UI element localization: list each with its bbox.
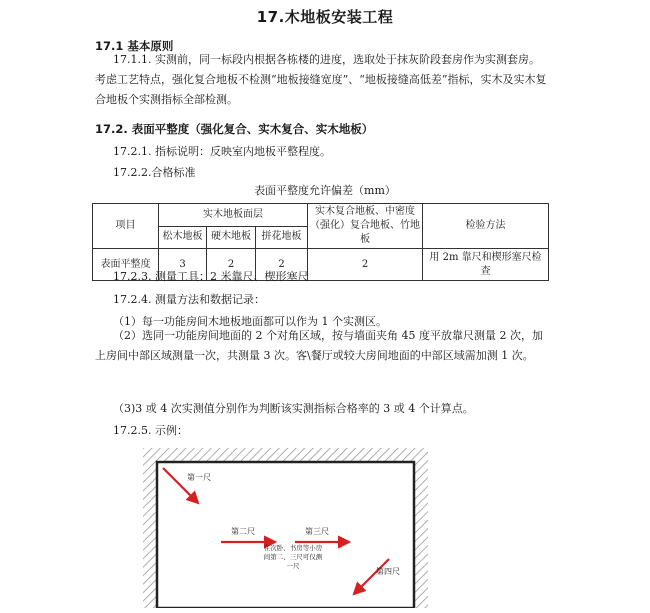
cell-parquet: 2 — [256, 249, 308, 281]
paragraph-17-1-1: 17.1.1. 实测前，同一标段内根据各栋楼的进度，选取处于抹灰阶段套房作为实测套房。考虑工艺特点，强化复合地板不检测“地板接缝宽度”、“地板接缝高低差”指标，实木及实木复合地板个实测指标全部检测。 — [95, 53, 547, 106]
item-17-2-5: 17.2.5. 示例： — [113, 424, 188, 437]
ruler-label-4: 第四尺 — [376, 567, 400, 576]
item-17-2-4: 17.2.4. 测量方法和数据记录： — [113, 293, 265, 306]
row-label: 表面平整度 — [93, 249, 159, 281]
room-plan-svg — [143, 448, 428, 608]
cell-method: 用 2m 靠尺和楔形塞尺检查 — [423, 249, 549, 281]
ruler-label-3: 第三尺 — [305, 527, 329, 536]
room-floor — [157, 462, 414, 608]
item-17-2-1: 17.2.1. 指标说明：反映室内地板平整程度。 — [113, 145, 331, 158]
section-heading-17-2: 17.2. 表面平整度（强化复合、实木复合、实木地板） — [95, 122, 374, 136]
step-2: （2）选同一功能房间地面的 2 个对角区域，按与墙面夹角 45 度平放靠尺测量 2 次，加上房间中部区域测量一次，共测量 3 次。客\餐厅或较大房间地面的中部区域需加测 1 次。 — [95, 329, 543, 362]
section-heading-17-1: 17.1 基本原则 — [95, 39, 174, 53]
cell-hardwood: 2 — [207, 249, 256, 281]
cell-composite: 2 — [308, 249, 423, 281]
subheader-pine: 松木地板 — [159, 226, 207, 249]
header-method: 检验方法 — [423, 204, 549, 249]
header-solid-wood-group: 实木地板面层 — [159, 204, 308, 227]
header-item: 项目 — [93, 204, 159, 249]
step-1: （1）每一功能房间木地板地面都可以作为 1 个实测区。 — [113, 315, 387, 328]
step-3: （3)3 或 4 次实测值分别作为判断该实测指标合格率的 3 或 4 个计算点。 — [113, 402, 474, 415]
ruler-label-1: 第一尺 — [187, 473, 211, 482]
ruler-label-2: 第二尺 — [231, 527, 255, 536]
subheader-hardwood: 硬木地板 — [207, 226, 256, 249]
subheader-parquet: 拼花地板 — [256, 226, 308, 249]
cell-pine: 3 — [159, 249, 207, 281]
page-title: 17.木地板安装工程 — [256, 8, 394, 26]
diagram-note: 在次卧、书房等小房间第二、三尺可仅测一尺 — [263, 544, 323, 570]
item-17-2-3: 17.2.3. 测量工具：2 米靠尺、楔形塞尺 — [113, 270, 309, 283]
measurement-diagram — [143, 448, 428, 608]
header-composite: 实木复合地板、中密度（强化）复合地板、竹地板 — [308, 204, 423, 249]
table-caption: 表面平整度允许偏差（mm） — [254, 184, 396, 197]
table-header-row — [93, 204, 549, 227]
item-17-2-2: 17.2.2.合格标准 — [113, 166, 196, 179]
